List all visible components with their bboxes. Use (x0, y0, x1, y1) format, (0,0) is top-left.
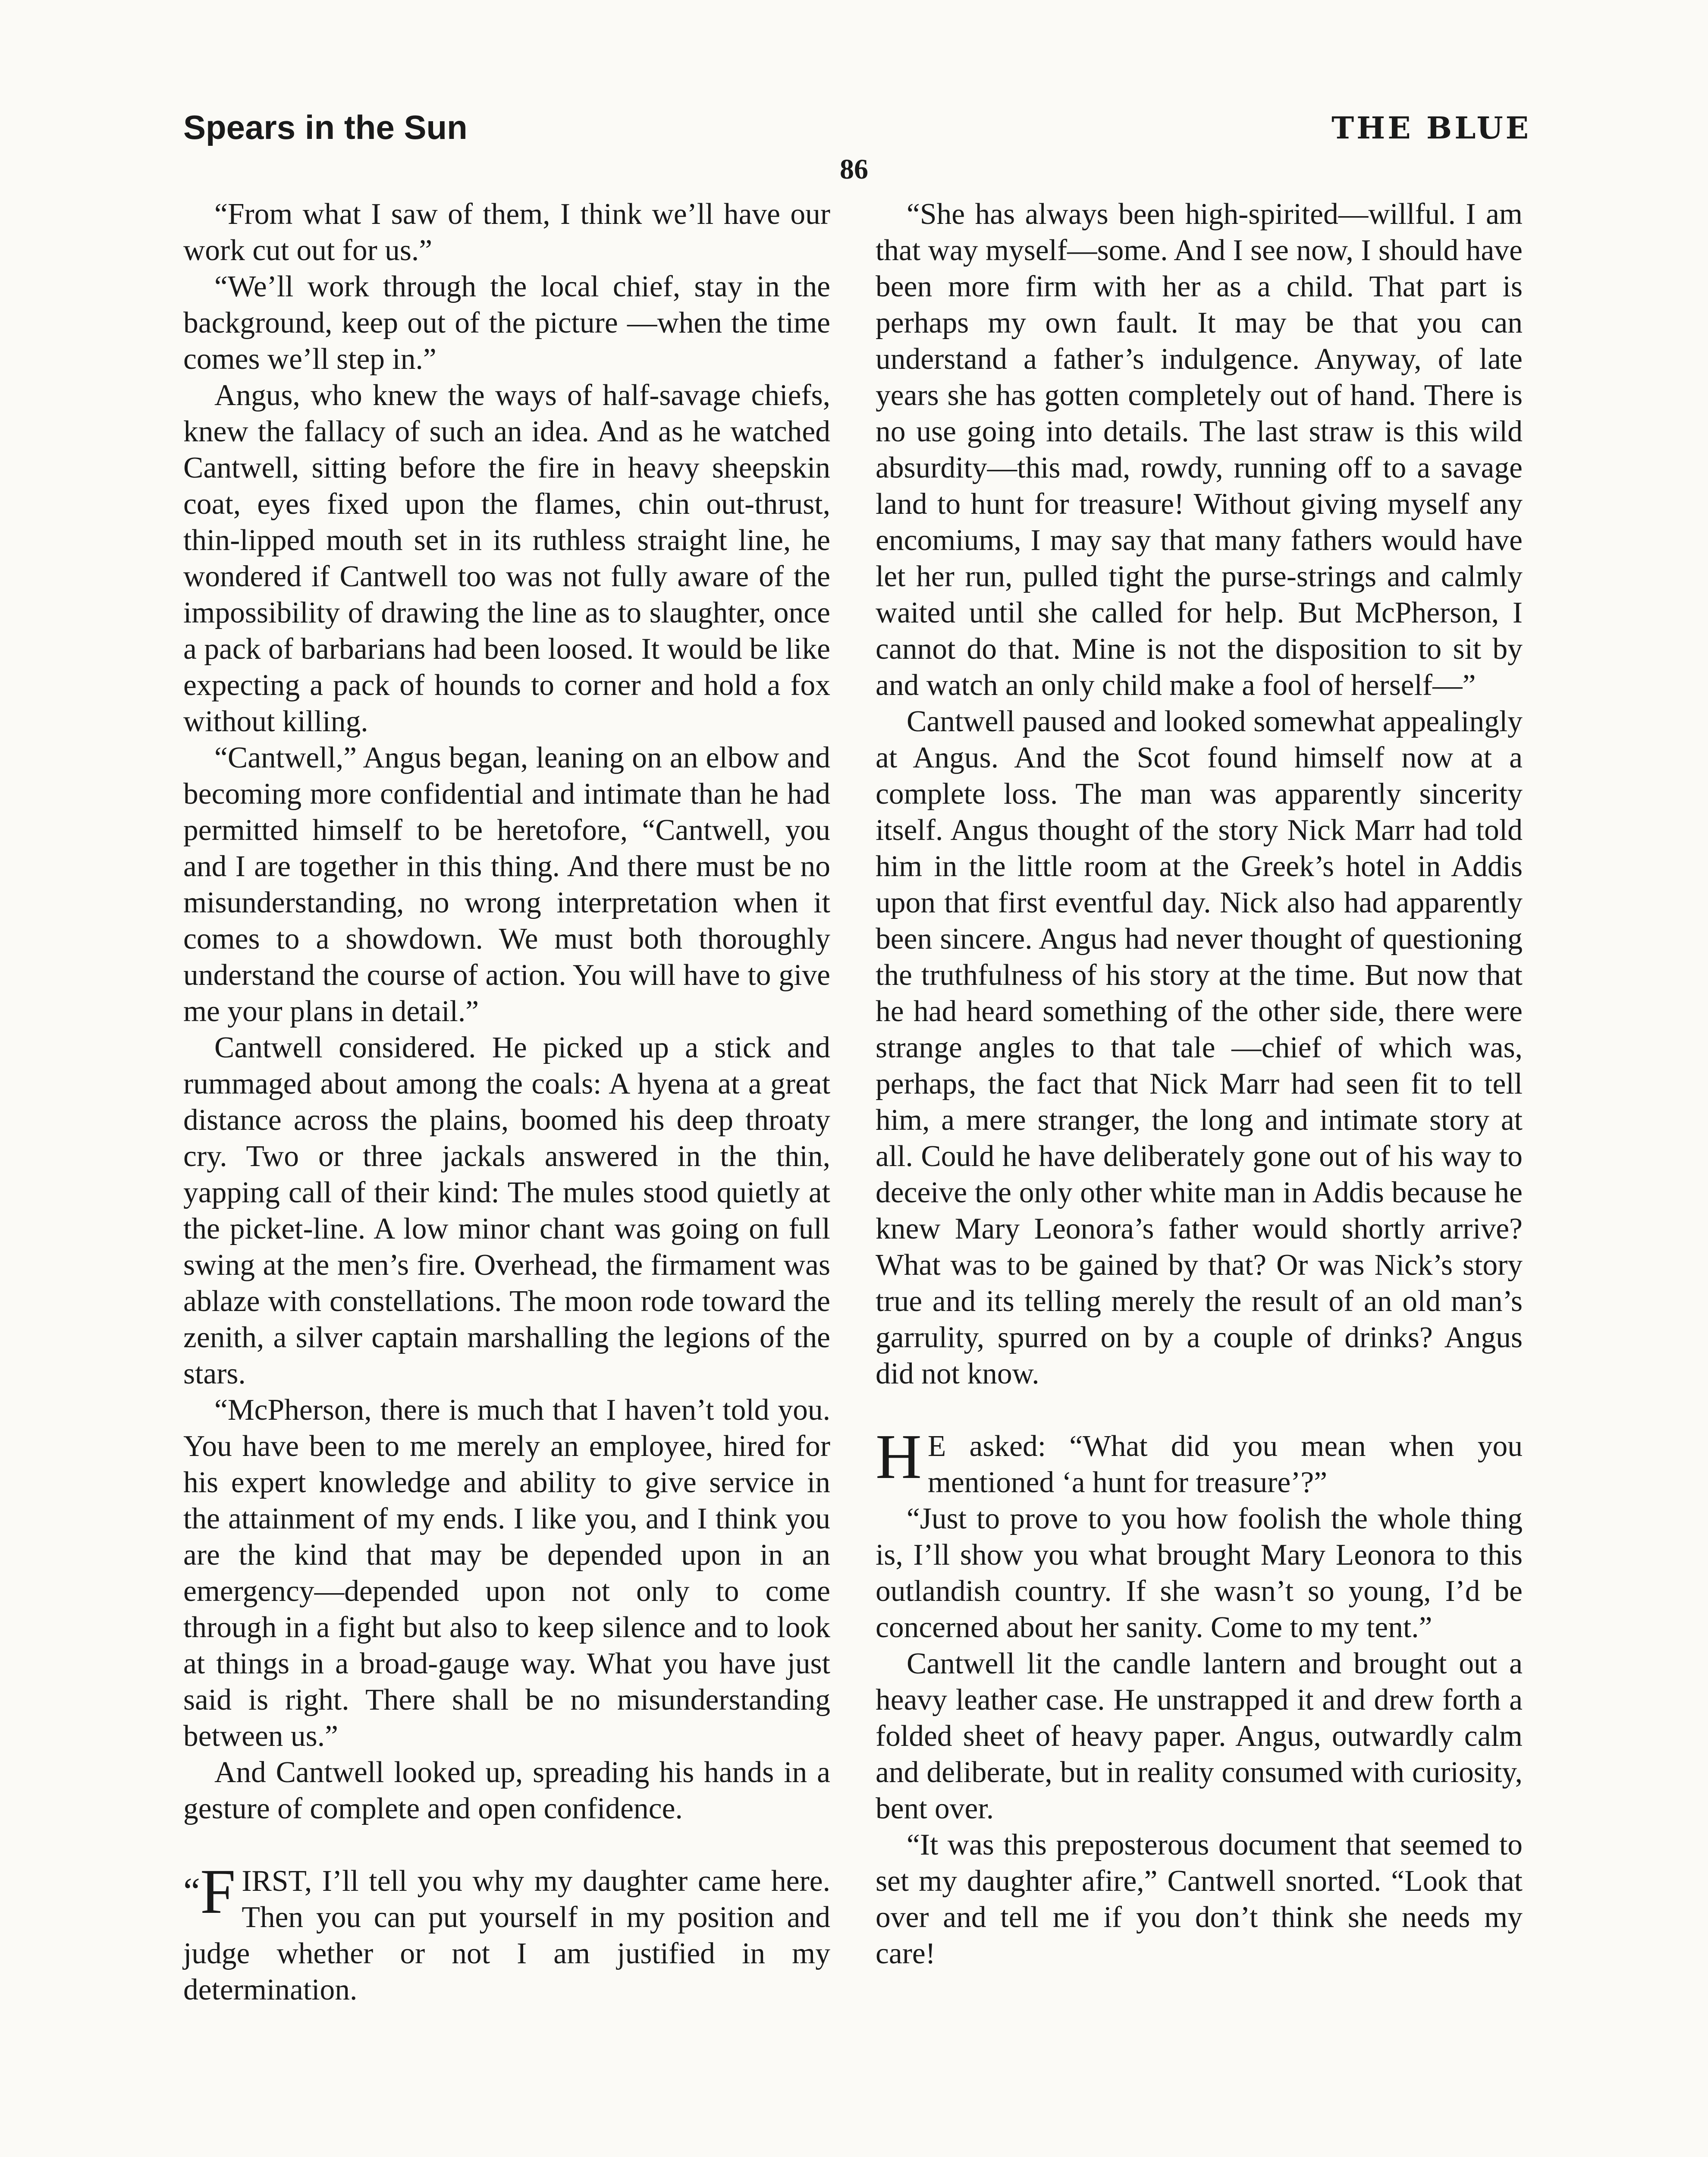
magazine-name: THE BLUE (1331, 110, 1531, 146)
drop-cap-text: IRST, I’ll tell you why my daughter came here. Then you can put yourself in my position and judge whether or not I am justified in my determination. (183, 1865, 830, 2006)
paragraph: “It was this preposterous document that seemed to set my daughter afire,” Cantwell snorted. “Look that over and tell me if you don’t think she needs my care! (876, 1828, 1523, 1970)
drop-cap-paragraph (183, 1856, 830, 2008)
left-column (183, 196, 830, 2008)
paragraph: Angus, who knew the ways of half-savage chiefs, knew the fallacy of such an idea. And as he watched Cantwell, sitting before the fire in heavy sheepskin coat, eyes fixed upon the flames, chin out-thrust, thin-lipped mouth set in its ruthless straight line, he wondered if Cantwell too was not fully aware of the impossibility of drawing the line as to slaughter, once a pack of barbarians had been loosed. It would be like expecting a pack of hounds to corner and hold a fox without killing. (183, 379, 830, 738)
paragraph: Cantwell paused and looked somewhat appealingly at Angus. And the Scot found himself now at a complete loss. The man was apparently sincerity itself. Angus thought of the story Nick Marr had told him in the little room at the Greek’s hotel in Addis upon that first eventful day. Nick also had apparently been sincere. Angus had never thought of questioning the truthfulness of his story at the time. But now that he had heard something of the other side, there were strange angles to that tale —chief of which was, perhaps, the fact that Nick Marr had seen fit to tell him, a mere stranger, the long and intimate story at all. Could he have deliberately gone out of his way to deceive the only other white man in Addis because he knew Mary Leonora’s father would shortly arrive? What was to be gained by that? Or was Nick’s story true and its telling merely the result of an old man’s garrulity, spurred on by a couple of drinks? Angus did not know. (876, 705, 1523, 1390)
drop-cap-paragraph (876, 1421, 1523, 1501)
paragraph: “From what I saw of them, I think we’ll have our work cut out for us.” (183, 198, 830, 267)
drop-cap-text: E asked: “What did you mean when you mentioned ‘a hunt for treasure’?” (927, 1430, 1523, 1499)
paragraph: “She has always been high-spirited—willful. I am that way myself—some. And I see now, I should have been more firm with her as a child. That part is perhaps my own fault. It may be that you can understand a father’s indulgence. Anyway, of late years she has gotten completely out of hand. There is no use going into details. The last straw is this wild absurdity—this mad, rowdy, running off to a savage land to hunt for treasure! Without giving myself any encomiums, I may say that many fathers would have let her run, pulled tight the purse-strings and calmly waited until she called for help. But McPherson, I cannot do that. Mine is not the disposition to sit by and watch an only child make a fool of herself—” (876, 198, 1523, 702)
right-column (876, 196, 1523, 1972)
paragraph: Cantwell lit the candle lantern and brought out a heavy leather case. He unstrapped it and drew forth a folded sheet of heavy paper. Angus, outwardly calm and deliberate, but in reality consumed with curiosity, bent over. (876, 1647, 1523, 1825)
paragraph: “McPherson, there is much that I haven’t told you. You have been to me merely an employee, hired for his expert knowledge and ability to give service in the attainment of my ends. I like you, and I think you are the kind that may be depended upon in an emergency—depended upon not only to come through in a fight but also to keep silence and to look at things in a broad-gauge way. What you have just said is right. There shall be no misunderstanding between us.” (183, 1393, 830, 1753)
drop-cap: H (876, 1421, 922, 1492)
paragraph: Cantwell considered. He picked up a stick and rummaged about among the coals: A hyena at a great distance across the plains, boomed his deep throaty cry. Two or three jackals answered in the thin, yapping call of their kind: The mules stood quietly at the picket-line. A low minor chant was going on full swing at the men’s fire. Overhead, the firmament was ablaze with constellations. The moon rode toward the zenith, a silver captain marshalling the legions of the stars. (183, 1031, 830, 1390)
page-number: 86 (840, 154, 868, 185)
drop-cap: “F (183, 1856, 236, 1927)
paragraph: “We’ll work through the local chief, stay in the background, keep out of the picture —when the time comes we’ll step in.” (183, 270, 830, 376)
running-title: Spears in the Sun (183, 108, 468, 146)
paragraph: “Just to prove to you how foolish the whole thing is, I’ll show you what brought Mary Leonora to this outlandish country. If she wasn’t so young, I’d be concerned about her sanity. Come to my tent.” (876, 1502, 1523, 1644)
paragraph: “Cantwell,” Angus began, leaning on an elbow and becoming more confidential and intimate than he had permitted himself to be heretofore, “Cantwell, you and I are together in this thing. And there must be no misunderstanding, no wrong interpretation when it comes to a showdown. We must both thoroughly understand the course of action. You will have to give me your plans in detail.” (183, 741, 830, 1028)
paragraph: And Cantwell looked up, spreading his hands in a gesture of complete and open confidence. (183, 1756, 830, 1825)
